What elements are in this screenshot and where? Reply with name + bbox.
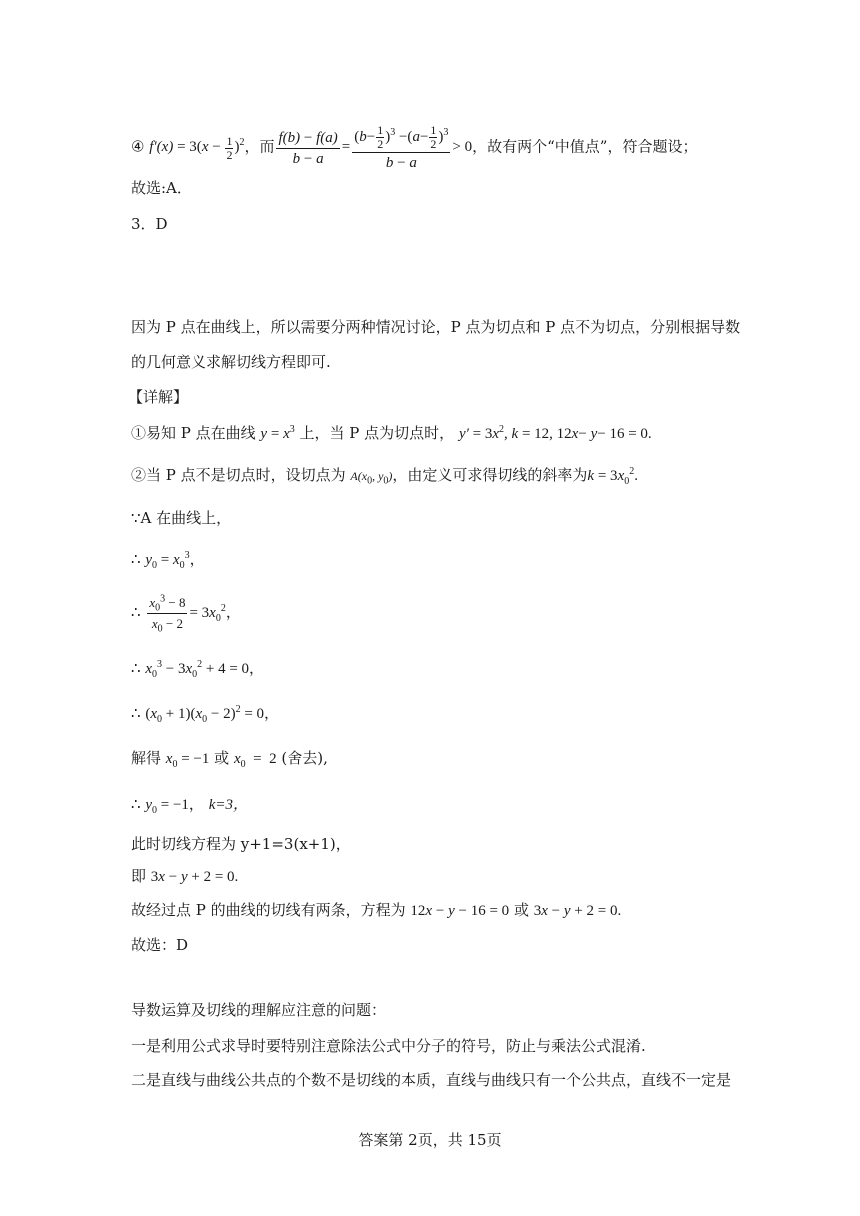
therefore-factored: [131, 703, 279, 724]
step-1-result: $y' = 3x^2$, k = 12, 12x− y− 16 = 0.: [458, 424, 652, 442]
y0-k-line: [131, 794, 248, 815]
cubic-equation: $x_0^3 - 3x_0^2 + 4 = 0$，: [145, 659, 265, 680]
slope-equation: $\frac{x_0^3 - 8}{x_0 - 2}$ = $3x_0^2$，: [149, 593, 241, 635]
ie-equation: 3x − y + 2 = 0.: [150, 869, 239, 885]
or-text: 或: [513, 901, 529, 919]
line-fprime: [131, 124, 697, 172]
solution-2: $x_0 = 2$: [233, 751, 277, 770]
tangent-equation-line: 此时切线方程为 y+1=3(x+1)，: [131, 835, 351, 853]
therefore-y0: [131, 549, 205, 570]
step-2-text-2: ，由定义可求得切线的斜率为: [392, 466, 588, 484]
k-value: k=3，: [208, 797, 248, 813]
or-text: 或: [214, 749, 230, 767]
step-2: [131, 465, 638, 486]
curve-formula: $y = x^3$: [260, 424, 295, 442]
conclusion-text: 故经过点 P 的曲线的切线有两条，方程为: [131, 901, 406, 919]
circled-4: ④: [131, 137, 145, 156]
detail-heading: 【详解】: [128, 388, 189, 406]
therefore-symbol: ∴: [131, 795, 141, 813]
step-1-text: ①易知 P 点在曲线: [131, 424, 256, 442]
therefore-symbol: ∴: [131, 602, 141, 621]
page-footer: 答案第 2页，共 15页: [358, 1131, 502, 1149]
analysis-line-1: 因为 P 点在曲线上，所以需要分两种情况讨论，P 点为切点和 P 点不为切点，分别根据导数: [131, 318, 741, 336]
step-1-text-2: 上，当 P 点为切点时，: [299, 424, 455, 442]
and-text: ，而: [244, 137, 275, 156]
therefore-fraction: [131, 594, 241, 633]
solve-text: 解得: [131, 749, 162, 767]
because-line: ∵A 在曲线上，: [131, 509, 232, 527]
solve-line: [131, 748, 328, 769]
step-2-text: ②当 P 点不是切点时，设切点为: [131, 466, 346, 484]
slope-formula: $k = 3x_0^2$.: [587, 466, 638, 487]
equation-2: 3x − y + 2 = 0.: [533, 903, 622, 919]
y0-formula: $y_0 = x_0^3$，: [145, 550, 205, 571]
mean-value-formula: $\frac{f(b) - f(a)}{b - a}$ = (b− $\frac{1}{2}$ )$^3$ −(a− $\frac{1}{2}$ )$^3$ b − a > 0: [278, 123, 473, 171]
note-2: 二是直线与曲线公共点的个数不是切线的本质，直线与曲线只有一个公共点，直线不一定是: [131, 1071, 732, 1089]
discard-text: (舍去),: [281, 749, 328, 767]
equation-1: 12x − y − 16 = 0: [410, 903, 510, 919]
two-mean-points-text: ，故有两个“中值点”，符合题设；: [472, 137, 698, 156]
y0-value: $y_0 = -1$，: [145, 797, 204, 816]
conclusion-line: [131, 900, 621, 921]
note-title: 导数运算及切线的理解应注意的问题：: [131, 1001, 387, 1019]
factored-equation: $(x_0 + 1)(x_0 - 2)^2 = 0$，: [145, 704, 280, 725]
fprime-formula: f′(x) = 3(x − $\frac{1}{2}$ )$^2$: [149, 133, 245, 162]
therefore-symbol: ∴: [131, 704, 141, 722]
therefore-cubic: [131, 658, 264, 679]
therefore-symbol: ∴: [131, 659, 141, 677]
ie-line: [131, 866, 238, 887]
analysis-line-2: 的几何意义求解切线方程即可.: [131, 353, 331, 371]
solution-1: $x_0 = -1$: [165, 751, 210, 770]
therefore-symbol: ∴: [131, 550, 141, 568]
note-1: 一是利用公式求导时要特别注意除法公式中分子的符号，防止与乘法公式混淆.: [131, 1037, 646, 1055]
ie-text: 即: [131, 867, 147, 885]
tangent-point: $A(x_0$, $y_0$): [350, 469, 393, 487]
select-a: 故选:A．: [131, 179, 192, 197]
step-1: [131, 423, 652, 444]
question-3-answer: 3．D: [131, 215, 168, 233]
select-d: 故选：D: [131, 936, 189, 954]
